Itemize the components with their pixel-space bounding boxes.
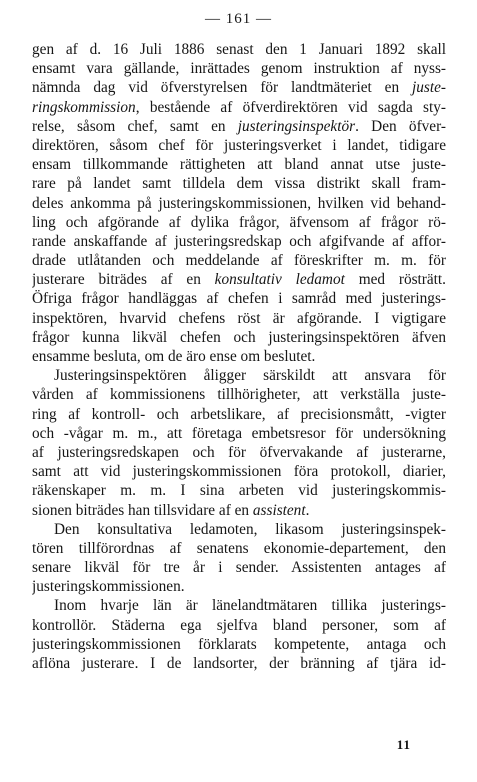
text-line bbox=[32, 270, 446, 289]
text-segment: inspektören, hvarvid chefens röst är afgörande. I vigtigare bbox=[32, 309, 446, 327]
text-segment: tören tillförordnas af senatens ekonomie-departement, den bbox=[32, 539, 446, 557]
text-line bbox=[32, 539, 446, 558]
text-line bbox=[32, 155, 446, 174]
text-segment: Justeringsinspektören åligger särskildt att ansvara för bbox=[54, 367, 446, 385]
text-segment: frågor kunna likväl chefen och justeringsinspektören äfven bbox=[32, 328, 446, 346]
italic-term: assistent bbox=[252, 501, 306, 519]
text-segment: , bestående af öfverdirektören vid sagda sty- bbox=[135, 98, 446, 116]
text-segment: drade utlåtanden och meddelande af föreskrifter m. m. för bbox=[32, 252, 446, 270]
text-line bbox=[32, 558, 446, 577]
text-segment: ensamme besluta, om de äro ense om beslutet. bbox=[32, 348, 316, 365]
text-line bbox=[32, 328, 446, 347]
text-segment: Den konsultativa ledamoten, likasom justeringsinspek- bbox=[54, 520, 446, 538]
text-segment: direktören, såsom chef för justeringsverket i landet, tidigare bbox=[32, 136, 446, 154]
text-line bbox=[32, 501, 446, 520]
text-line bbox=[32, 59, 446, 78]
text-segment: . bbox=[305, 501, 310, 519]
text-segment: samt att vid justeringskommissionen föra protokoll, diarier, bbox=[32, 463, 446, 481]
text-line bbox=[32, 232, 446, 251]
text-line bbox=[32, 98, 446, 117]
text-segment: justeringskommissionen förklarats kompetente, antaga och bbox=[32, 635, 446, 653]
text-line bbox=[32, 424, 446, 443]
text-segment: gen af d. 16 Juli 1886 senast den 1 Januari 1892 skall bbox=[32, 41, 446, 58]
body-text bbox=[32, 40, 446, 673]
text-segment: sionen biträdes han tillsvidare af en bbox=[32, 501, 253, 519]
page-number: — 161 — bbox=[205, 11, 272, 27]
text-line bbox=[32, 289, 446, 308]
text-line bbox=[32, 385, 446, 404]
text-segment: rare på landet samt tilldela dem vissa distrikt skall fram- bbox=[32, 175, 446, 193]
text-line bbox=[32, 481, 446, 500]
italic-term: konsultativ ledamot bbox=[214, 271, 345, 289]
text-line bbox=[32, 309, 446, 328]
text-segment: med rösträtt. bbox=[344, 271, 446, 289]
text-line bbox=[32, 520, 446, 539]
text-line bbox=[32, 40, 446, 59]
text-segment: ling och afgörande af dylika frågor, äfvensom af frågor rö- bbox=[32, 213, 446, 231]
text-line bbox=[32, 78, 446, 97]
text-segment: ring af kontroll- och arbetslikare, af precisionsmått, -vigter bbox=[32, 405, 446, 423]
text-segment: ensamt vara gällande, inrättades genom instruktion af nyss- bbox=[32, 60, 446, 78]
text-segment: aflöna justerare. I de landsorter, der bränning af tjära id- bbox=[32, 655, 446, 672]
text-segment: rande anskaffande af justeringsredskap och afgifvande af affor- bbox=[32, 232, 446, 250]
text-line bbox=[32, 596, 446, 615]
text-line bbox=[32, 213, 446, 232]
text-segment: justeringskommissionen. bbox=[32, 578, 185, 596]
signature-mark: 11 bbox=[396, 737, 411, 752]
text-segment: af justeringsredskapen och för öfvervakande af justerarne, bbox=[32, 443, 446, 461]
text-line bbox=[32, 366, 446, 385]
text-segment: deles ankomma på justeringskommissionen, hvilken vid behand- bbox=[32, 194, 446, 212]
text-line bbox=[32, 136, 446, 155]
text-line bbox=[32, 117, 446, 136]
text-segment: vården af kommissionens tillhörigheter, att verkställa juste- bbox=[32, 386, 446, 404]
text-segment: Öfriga frågor handläggas af chefen i samråd med justerings- bbox=[32, 290, 446, 308]
text-segment: kontrollör. Städerna ega sjelfva bland personer, som af bbox=[32, 616, 446, 634]
text-line bbox=[32, 462, 446, 481]
italic-term: ringskommission bbox=[32, 98, 136, 116]
italic-term: juste- bbox=[412, 79, 446, 97]
text-segment: och -vågar m. m., att företaga embetsresor för undersökning bbox=[32, 424, 446, 442]
text-segment: relse, såsom chef, samt en bbox=[32, 117, 238, 135]
text-line bbox=[32, 174, 446, 193]
text-line bbox=[32, 654, 446, 673]
text-segment: nämnda dag vid öfverstyrelsen för landtmäteriet en bbox=[32, 79, 412, 97]
italic-term: justeringsinspektör bbox=[237, 117, 356, 135]
text-line bbox=[32, 251, 446, 270]
text-segment: Inom hvarje län är länelandtmätaren tillika justerings- bbox=[54, 597, 446, 615]
text-segment: ensam tillkommande rättigheten att bland annat utse juste- bbox=[32, 156, 446, 174]
text-segment: justerare biträdes af en bbox=[32, 271, 215, 289]
text-line bbox=[32, 635, 446, 654]
text-line bbox=[32, 194, 446, 213]
text-line bbox=[32, 347, 446, 366]
text-line bbox=[32, 616, 446, 635]
text-segment: senare likväl för tre år i sender. Assistenten antages af bbox=[32, 559, 446, 577]
text-segment: . Den öfver- bbox=[355, 117, 446, 135]
text-line bbox=[32, 443, 446, 462]
text-line bbox=[32, 405, 446, 424]
text-line bbox=[32, 577, 446, 596]
text-segment: räkenskaper m. m. I sina arbeten vid justeringskommis- bbox=[32, 482, 446, 500]
